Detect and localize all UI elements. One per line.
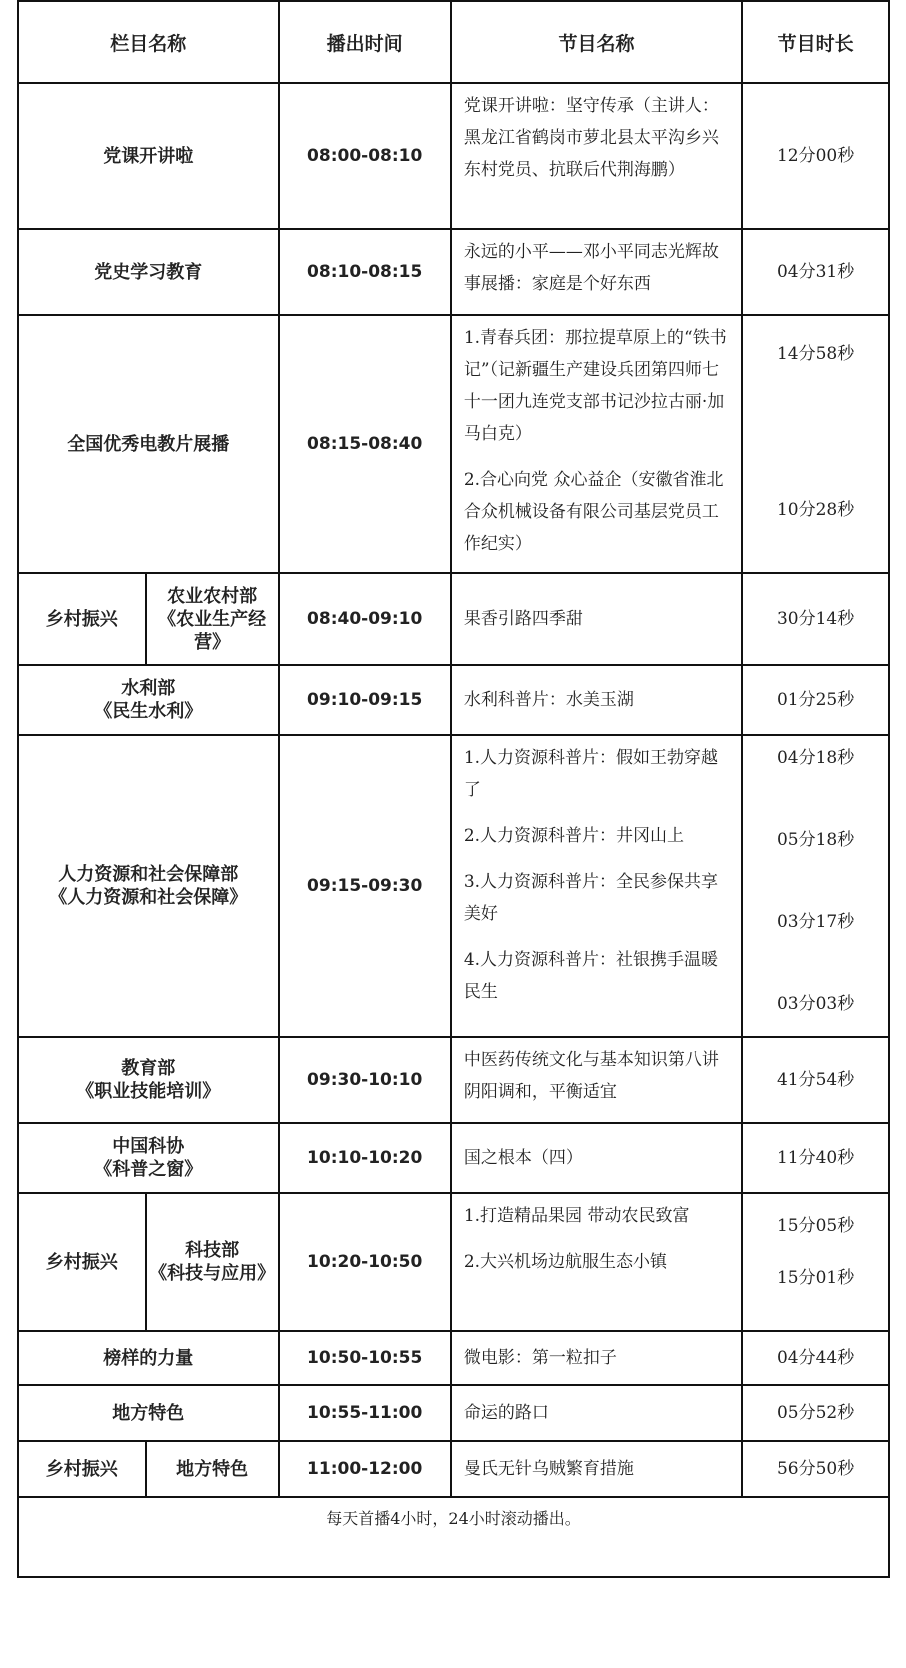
program-title: 国之根本（四） [463, 1148, 583, 1168]
duration-cell [742, 83, 889, 229]
program-duration: 41分54秒 [776, 1070, 855, 1090]
program-cell [451, 573, 742, 665]
program-duration: 10分28秒 [776, 500, 855, 520]
program-duration: 03分03秒 [776, 994, 855, 1014]
column-dept-show [146, 573, 279, 665]
header-duration: 节目时长 [742, 1, 889, 83]
program-cell [451, 229, 742, 315]
program-title: 微电影：第一粒扣子 [463, 1348, 617, 1368]
air-time: 10:10-10:20 [279, 1123, 451, 1193]
table-row [18, 573, 889, 665]
air-time: 08:10-08:15 [279, 229, 451, 315]
program-title: 2.大兴机场边航服生态小镇 [463, 1252, 668, 1272]
program-duration: 11分40秒 [776, 1148, 855, 1168]
program-cell [451, 1037, 742, 1123]
table-row [18, 1331, 889, 1385]
program-cell [451, 1385, 742, 1441]
duration-cell [742, 573, 889, 665]
footer-row [18, 1497, 889, 1577]
duration-cell [742, 229, 889, 315]
column-name: 全国优秀电教片展播 [18, 315, 279, 573]
program-duration: 30分14秒 [776, 609, 855, 629]
column-group: 乡村振兴 [18, 1441, 146, 1497]
program-title: 2.人力资源科普片：井冈山上 [463, 826, 685, 846]
duration-cell [742, 1123, 889, 1193]
air-time: 08:40-09:10 [279, 573, 451, 665]
column-dept: 农业农村部 [167, 585, 258, 607]
program-cell [451, 665, 742, 735]
table-row [18, 83, 889, 229]
program-duration: 05分52秒 [776, 1403, 855, 1423]
table-row [18, 1037, 889, 1123]
table-row [18, 315, 889, 573]
program-cell [451, 1193, 742, 1331]
column-name: 党课开讲啦 [18, 83, 279, 229]
duration-cell [742, 1037, 889, 1123]
program-title: 党课开讲啦：坚守传承（主讲人：黑龙江省鹤岗市萝北县太平沟乡兴东村党员、抗联后代荆海鹏） [463, 96, 719, 180]
air-time: 09:30-10:10 [279, 1037, 451, 1123]
program-title: 2.合心向党 众心益企（安徽省淮北合众机械设备有限公司基层党员工作纪实） [463, 470, 724, 554]
column-name [18, 735, 279, 1037]
program-duration: 04分31秒 [776, 262, 855, 282]
header-col-name: 栏目名称 [18, 1, 279, 83]
column-dept: 科技部 [185, 1240, 240, 1261]
table-row [18, 1441, 889, 1497]
duration-cell [742, 665, 889, 735]
column-show: 《科普之窗》 [94, 1159, 203, 1180]
table-row [18, 1385, 889, 1441]
column-show: 《职业技能培训》 [76, 1081, 221, 1102]
duration-cell [742, 1331, 889, 1385]
column-name: 党史学习教育 [18, 229, 279, 315]
program-title: 永远的小平——邓小平同志光辉故事展播：家庭是个好东西 [463, 242, 719, 294]
column-group: 乡村振兴 [18, 573, 146, 665]
table-row [18, 1193, 889, 1331]
column-group: 乡村振兴 [18, 1193, 146, 1331]
program-title: 1.人力资源科普片：假如王勃穿越了 [463, 748, 719, 800]
program-duration: 12分00秒 [776, 146, 855, 166]
column-name [18, 665, 279, 735]
duration-cell [742, 1193, 889, 1331]
duration-cell [742, 735, 889, 1037]
program-cell [451, 83, 742, 229]
program-cell [451, 735, 742, 1037]
program-title: 命运的路口 [463, 1403, 549, 1423]
header-program: 节目名称 [451, 1, 742, 83]
duration-cell [742, 1385, 889, 1441]
footer-note: 每天首播4小时，24小时滚动播出。 [18, 1497, 889, 1577]
column-show: 《科技与应用》 [149, 1263, 276, 1284]
air-time: 08:00-08:10 [279, 83, 451, 229]
program-duration: 05分18秒 [776, 830, 855, 850]
program-title: 1.青春兵团：那拉提草原上的“铁书记”（记新疆生产建设兵团第四师七十一团九连党支部书记沙拉古丽·加马白克） [463, 328, 727, 444]
program-duration: 14分58秒 [776, 344, 855, 364]
program-cell [451, 1123, 742, 1193]
column-name [18, 1037, 279, 1123]
column-dept: 中国科协 [112, 1136, 185, 1157]
program-cell [451, 315, 742, 573]
duration-cell [742, 1441, 889, 1497]
column-dept: 教育部 [121, 1058, 176, 1079]
air-time: 09:10-09:15 [279, 665, 451, 735]
program-duration: 15分01秒 [776, 1268, 855, 1288]
table-row [18, 665, 889, 735]
column-show: 《民生水利》 [94, 701, 203, 722]
program-cell [451, 1331, 742, 1385]
air-time: 09:15-09:30 [279, 735, 451, 1037]
column-show: 《农业生产经营》 [158, 608, 267, 653]
program-title: 曼氏无针乌贼繁育措施 [463, 1459, 634, 1479]
air-time: 10:55-11:00 [279, 1385, 451, 1441]
program-title: 4.人力资源科普片：社银携手温暖民生 [463, 950, 719, 1002]
column-name: 榜样的力量 [18, 1331, 279, 1385]
air-time: 10:50-10:55 [279, 1331, 451, 1385]
header-air-time: 播出时间 [279, 1, 451, 83]
column-dept: 人力资源和社会保障部 [58, 864, 239, 885]
column-show: 《人力资源和社会保障》 [49, 887, 248, 908]
column-name [18, 1123, 279, 1193]
column-dept: 水利部 [121, 678, 176, 699]
program-title: 3.人力资源科普片：全民参保共享美好 [463, 872, 719, 924]
program-duration: 56分50秒 [776, 1459, 855, 1479]
duration-cell [742, 315, 889, 573]
program-title: 中医药传统文化与基本知识第八讲 阴阳调和，平衡适宜 [463, 1050, 719, 1102]
column-sub: 地方特色 [146, 1441, 279, 1497]
air-time: 08:15-08:40 [279, 315, 451, 573]
table-row [18, 1123, 889, 1193]
program-duration: 15分05秒 [776, 1216, 855, 1236]
program-duration: 01分25秒 [776, 690, 855, 710]
table-row [18, 735, 889, 1037]
program-title: 1.打造精品果园 带动农民致富 [463, 1206, 690, 1226]
air-time: 10:20-10:50 [279, 1193, 451, 1331]
column-name: 地方特色 [18, 1385, 279, 1441]
program-duration: 04分18秒 [776, 748, 855, 768]
table-row [18, 229, 889, 315]
program-duration: 04分44秒 [776, 1348, 855, 1368]
program-title: 水利科普片：水美玉湖 [463, 690, 634, 710]
program-title: 果香引路四季甜 [463, 609, 583, 629]
header-row [18, 1, 889, 83]
air-time: 11:00-12:00 [279, 1441, 451, 1497]
schedule-table [17, 0, 890, 1578]
program-duration: 03分17秒 [776, 912, 855, 932]
broadcast-schedule [17, 0, 890, 1578]
column-dept-show [146, 1193, 279, 1331]
program-cell [451, 1441, 742, 1497]
